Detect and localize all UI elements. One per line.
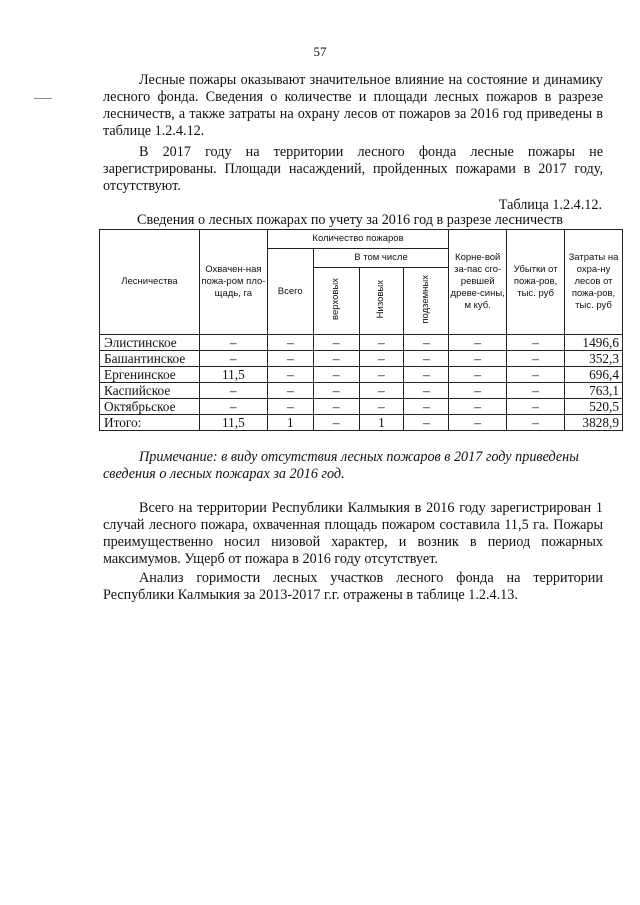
cell-losses: – [507, 383, 565, 399]
table-row [100, 335, 623, 351]
forest-fires-table [99, 229, 623, 431]
paragraph-2016-summary-text: Всего на территории Республики Калмыкия в 2016 году зарегистрирован 1 случай лесного пожара, охваченная площадь пожаром составила 11,5 га. Пожары преимущественно носил низовой характер, и возник в период пожарных максимумов. Ущерб от пожара в 2016 году отсутствует. [103, 500, 603, 567]
cell-total: – [267, 351, 313, 367]
page-number: 57 [313, 44, 327, 59]
cell-losses: – [507, 335, 565, 351]
cell-area: – [199, 383, 267, 399]
cell-total: – [267, 399, 313, 415]
cell-timber: – [449, 383, 507, 399]
cell-costs: 1496,6 [565, 335, 623, 351]
cell-losses: – [507, 351, 565, 367]
header-underground [404, 268, 449, 335]
paragraph-intro-text: Лесные пожары оказывают значительное влияние на состояние и динамику лесного фонда. Сведения о количестве и площади лесных пожаров в разрезе лесничеств, а также затраты на охрану лесов от пожаров за 2016 год приведены в таблице 1.2.4.12. [103, 72, 603, 139]
cell-costs: 696,4 [565, 367, 623, 383]
cell-timber: – [449, 399, 507, 415]
table-title: Сведения о лесных пожарах по учету за 2016 год в разрезе лесничеств [136, 212, 563, 228]
paragraph-analysis-text: Анализ горимости лесных участков лесного фонда на территории Республики Калмыкия за 2013-2017 г.г. отражены в таблице 1.2.4.13. [103, 570, 603, 603]
cell-total: – [267, 367, 313, 383]
cell-area: 11,5 [199, 415, 267, 431]
cell-crown: – [313, 415, 359, 431]
header-count-group: Количество пожаров [267, 230, 448, 249]
cell-ground: – [359, 335, 404, 351]
cell-timber: – [449, 367, 507, 383]
cell-total: – [267, 383, 313, 399]
header-crown-label: верховых [330, 278, 342, 320]
cell-crown: – [313, 399, 359, 415]
cell-area: – [199, 399, 267, 415]
cell-ground: – [359, 399, 404, 415]
cell-crown: – [313, 383, 359, 399]
cell-area: – [199, 351, 267, 367]
cell-crown: – [313, 351, 359, 367]
header-underground-label: подземных [420, 274, 432, 324]
cell-timber: – [449, 351, 507, 367]
header-area: Охвачен-ная пожа-ром пло-щадь, га [199, 230, 267, 335]
cell-underground: – [404, 383, 449, 399]
table-label: Таблица 1.2.4.12. [498, 197, 602, 213]
table-row [100, 351, 623, 367]
header-losses: Убытки от пожа-ров, тыс. руб [507, 230, 565, 335]
cell-costs: 520,5 [565, 399, 623, 415]
cell-underground: – [404, 351, 449, 367]
paragraph-2017-text: В 2017 году на территории лесного фонда лесные пожары не зарегистрированы. Площади насаждений, пройденных пожарами в 2017 году, отсутствуют. [103, 144, 603, 194]
header-including: В том числе [313, 249, 449, 268]
cell-timber: – [449, 335, 507, 351]
cell-losses: – [507, 399, 565, 415]
cell-losses: – [507, 415, 565, 431]
cell-underground: – [404, 415, 449, 431]
cell-name: Ергенинское [100, 367, 200, 383]
cell-name: Октябрьское [100, 399, 200, 415]
header-ground [359, 268, 404, 335]
table-row [100, 367, 623, 383]
header-ground-label: Низовых [375, 279, 387, 319]
cell-name: Башантинское [100, 351, 200, 367]
cell-area: – [199, 335, 267, 351]
header-timber: Корне-вой за-пас сго-ревшей древе-сины, м куб. [449, 230, 507, 335]
cell-ground: – [359, 351, 404, 367]
cell-total: – [267, 335, 313, 351]
cell-crown: – [313, 367, 359, 383]
paragraph-analysis [103, 570, 603, 604]
cell-timber: – [449, 415, 507, 431]
cell-name: Каспийское [100, 383, 200, 399]
cell-area: 11,5 [199, 367, 267, 383]
margin-mark [34, 98, 52, 99]
table-row [100, 383, 623, 399]
table-row-total [100, 415, 623, 431]
cell-name: Элистинское [100, 335, 200, 351]
table-note-text: Примечание: в виду отсутствия лесных пожаров в 2017 году приведены сведения о лесных пожарах за 2016 год. [103, 449, 579, 482]
header-total: Всего [267, 249, 313, 335]
table-row [100, 399, 623, 415]
cell-crown: – [313, 335, 359, 351]
cell-name: Итого: [100, 415, 200, 431]
cell-costs: 763,1 [565, 383, 623, 399]
cell-costs: 352,3 [565, 351, 623, 367]
cell-ground: 1 [359, 415, 404, 431]
cell-underground: – [404, 335, 449, 351]
paragraph-2016-summary [103, 500, 603, 568]
cell-total: 1 [267, 415, 313, 431]
cell-underground: – [404, 367, 449, 383]
cell-ground: – [359, 383, 404, 399]
cell-costs: 3828,9 [565, 415, 623, 431]
paragraph-2017 [103, 144, 603, 195]
cell-losses: – [507, 367, 565, 383]
cell-ground: – [359, 367, 404, 383]
table-note [103, 449, 603, 483]
header-costs: Затраты на охра-ну лесов от пожа-ров, тыс. руб [565, 230, 623, 335]
header-forestry: Лесничества [100, 230, 200, 335]
cell-underground: – [404, 399, 449, 415]
header-crown [313, 268, 359, 335]
paragraph-intro [103, 72, 603, 140]
